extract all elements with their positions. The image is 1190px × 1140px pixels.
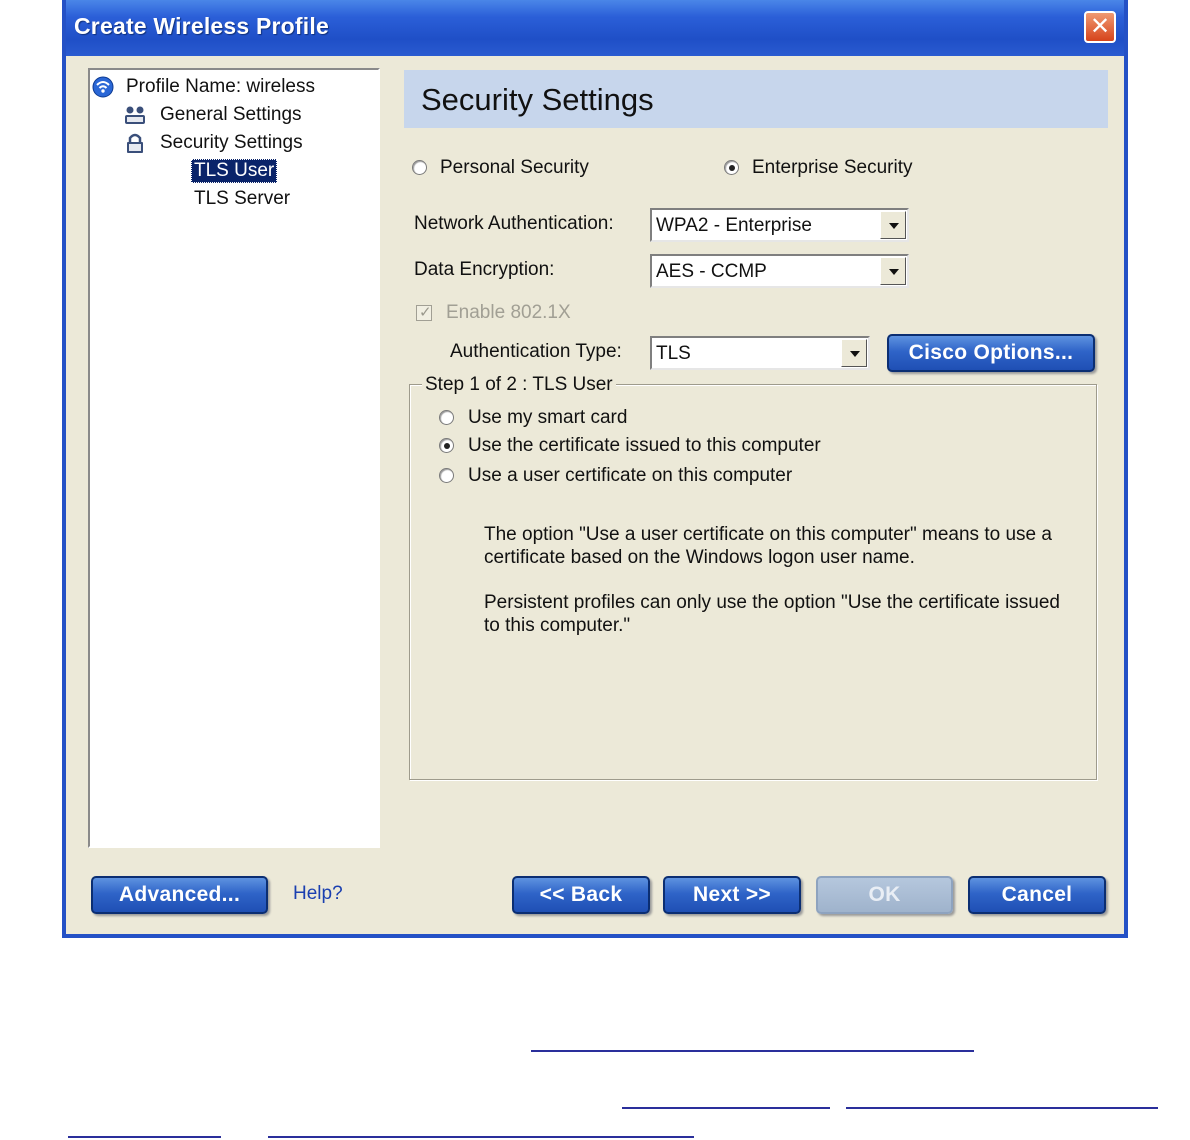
cancel-button[interactable]: Cancel bbox=[968, 876, 1106, 914]
users-icon bbox=[124, 104, 146, 126]
link-underline bbox=[68, 1136, 221, 1138]
link-underline bbox=[622, 1107, 830, 1109]
computer-certificate-label[interactable]: Use the certificate issued to this computer bbox=[468, 435, 821, 456]
computer-certificate-radio[interactable] bbox=[439, 438, 454, 453]
tree-item-general-settings[interactable]: General Settings bbox=[160, 104, 302, 125]
section-title: Security Settings bbox=[421, 82, 654, 117]
lock-icon bbox=[124, 132, 146, 154]
smart-card-radio[interactable] bbox=[439, 410, 454, 425]
close-button[interactable] bbox=[1084, 11, 1116, 43]
window-title: Create Wireless Profile bbox=[74, 13, 329, 39]
enable-8021x-checkbox[interactable] bbox=[416, 305, 432, 321]
dropdown-arrow-icon[interactable] bbox=[880, 257, 906, 285]
ok-button[interactable]: OK bbox=[816, 876, 953, 914]
tree-item-tls-user[interactable]: TLS User bbox=[191, 159, 277, 183]
authentication-type-select[interactable] bbox=[650, 336, 870, 370]
help-link[interactable]: Help? bbox=[293, 883, 343, 904]
persistent-profile-info: Persistent profiles can only use the option "Use the certificate issued to this computer." bbox=[484, 592, 1060, 636]
checkmark-icon: ✓ bbox=[419, 304, 432, 321]
settings-tree[interactable] bbox=[88, 68, 380, 848]
network-authentication-select[interactable] bbox=[650, 208, 909, 242]
personal-security-radio[interactable] bbox=[412, 160, 427, 175]
user-certificate-radio[interactable] bbox=[439, 468, 454, 483]
section-header bbox=[404, 70, 1108, 128]
link-underline bbox=[846, 1107, 1158, 1109]
personal-security-label[interactable]: Personal Security bbox=[440, 157, 589, 178]
tree-item-profile-name[interactable]: Profile Name: wireless bbox=[126, 76, 315, 97]
tree-item-tls-server[interactable]: TLS Server bbox=[194, 188, 291, 209]
authentication-type-label: Authentication Type: bbox=[450, 341, 622, 362]
dropdown-arrow-icon[interactable] bbox=[841, 339, 867, 367]
create-wireless-profile-dialog bbox=[62, 0, 1128, 938]
link-underline bbox=[268, 1136, 694, 1138]
enterprise-security-radio[interactable] bbox=[724, 160, 739, 175]
user-certificate-label[interactable]: Use a user certificate on this computer bbox=[468, 465, 793, 486]
data-encryption-select[interactable] bbox=[650, 254, 909, 288]
data-encryption-label: Data Encryption: bbox=[414, 259, 555, 280]
user-certificate-info: The option "Use a user certificate on this computer" means to use a certificate based on the Windows logon user name. bbox=[484, 524, 1052, 568]
enable-8021x-label: Enable 802.1X bbox=[446, 302, 571, 323]
link-underline bbox=[531, 1050, 974, 1052]
title-bar[interactable] bbox=[66, 0, 1124, 56]
next-button[interactable]: Next >> bbox=[663, 876, 801, 914]
back-button[interactable]: << Back bbox=[512, 876, 650, 914]
network-authentication-value: WPA2 - Enterprise bbox=[656, 215, 812, 236]
step-legend: Step 1 of 2 : TLS User bbox=[422, 374, 616, 396]
cisco-options-button[interactable]: Cisco Options... bbox=[887, 334, 1095, 372]
authentication-type-value: TLS bbox=[656, 343, 691, 364]
close-icon: ✕ bbox=[1089, 13, 1111, 40]
tree-item-security-settings[interactable]: Security Settings bbox=[160, 132, 303, 153]
data-encryption-value: AES - CCMP bbox=[656, 261, 767, 282]
wireless-icon bbox=[92, 76, 114, 98]
enterprise-security-label[interactable]: Enterprise Security bbox=[752, 157, 913, 178]
smart-card-label[interactable]: Use my smart card bbox=[468, 407, 628, 428]
dropdown-arrow-icon[interactable] bbox=[880, 211, 906, 239]
network-authentication-label: Network Authentication: bbox=[414, 213, 614, 234]
advanced-button[interactable]: Advanced... bbox=[91, 876, 268, 914]
